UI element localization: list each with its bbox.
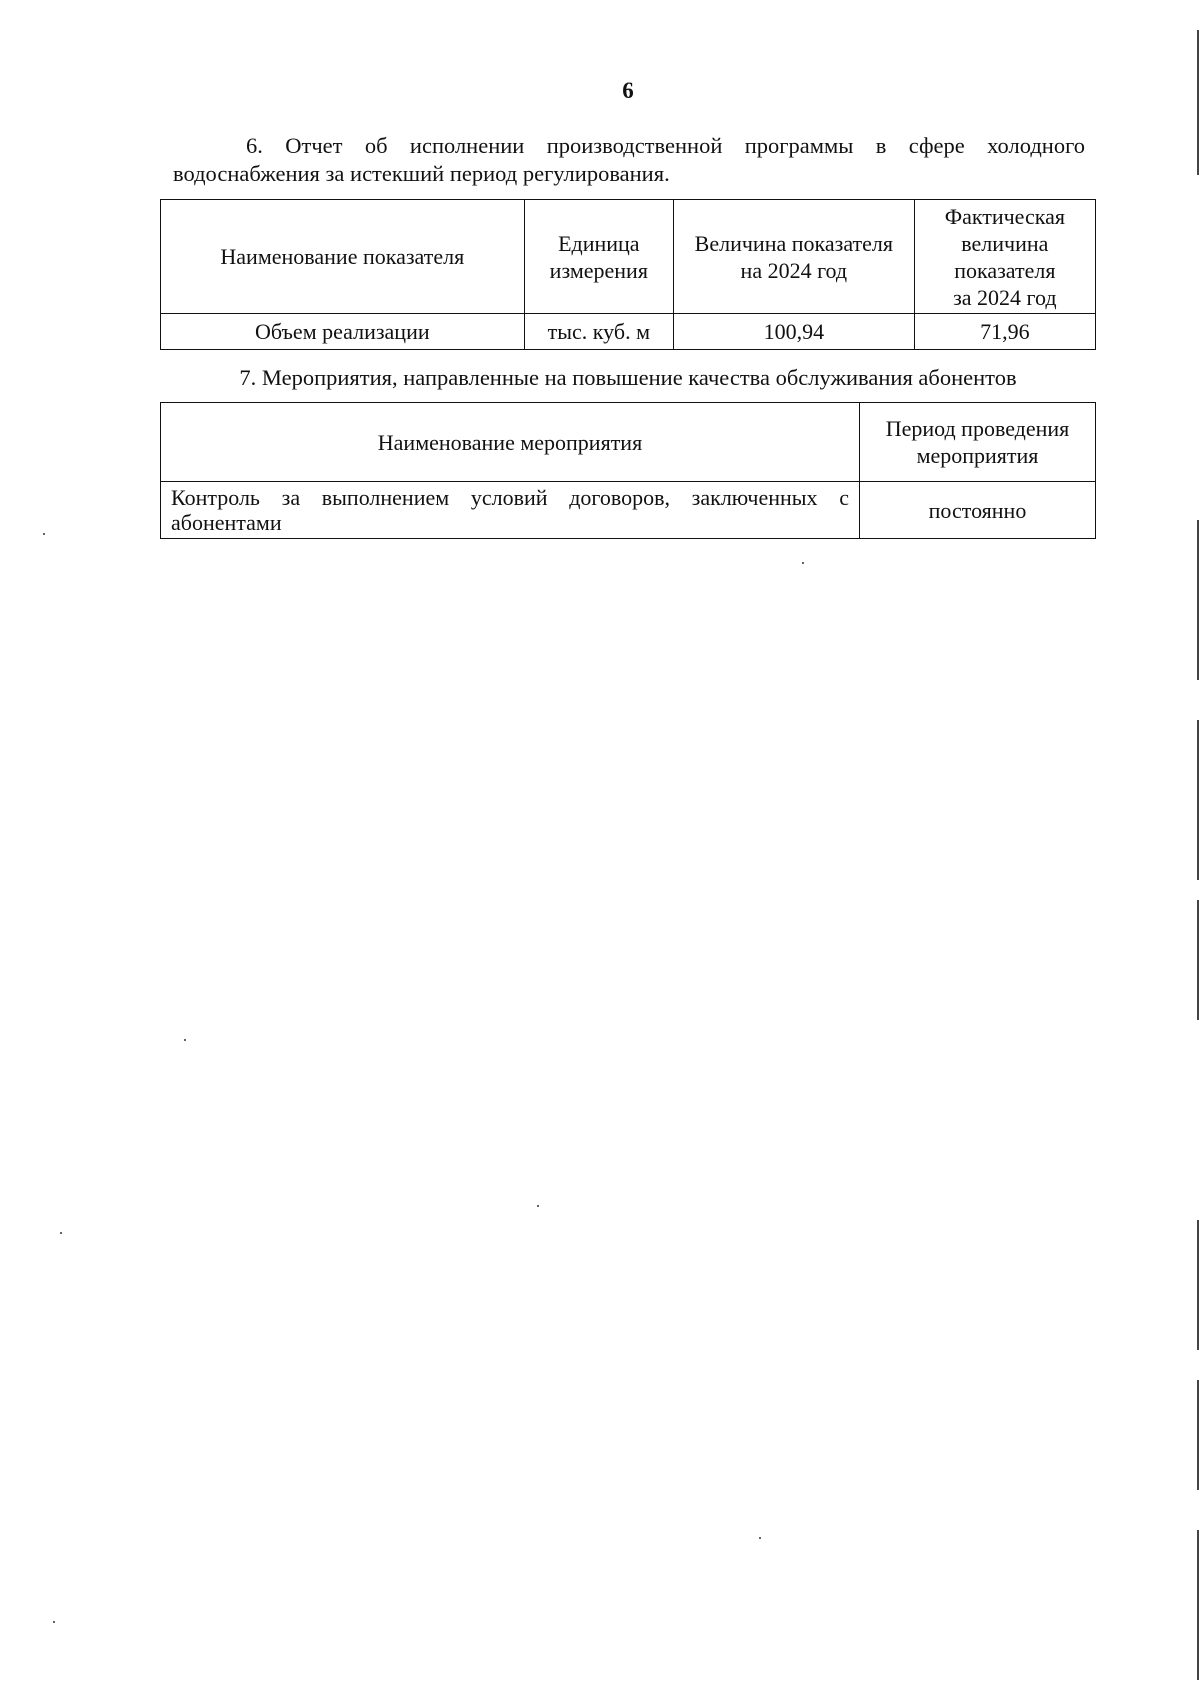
header-period: Период проведения мероприятия bbox=[860, 403, 1096, 482]
scan-edge-line bbox=[1197, 900, 1199, 1020]
header-measure-name: Наименование мероприятия bbox=[161, 403, 860, 482]
cell-measure-name: Контроль за выполнением условий договоров, заключенных с абонентами bbox=[161, 482, 860, 539]
cell-actual-value: 71,96 bbox=[914, 314, 1095, 350]
scan-speck bbox=[43, 533, 45, 535]
scan-speck bbox=[53, 1621, 55, 1623]
table-header-row bbox=[161, 403, 1096, 482]
page-number: 6 bbox=[622, 78, 634, 103]
header-planned-value: Величина показателя на 2024 год bbox=[673, 200, 914, 314]
scan-speck bbox=[60, 1232, 62, 1234]
table-row bbox=[161, 482, 1096, 539]
cell-unit: тыс. куб. м bbox=[524, 314, 673, 350]
section-6-heading: 6. Отчет об исполнении производственной программы в сфере холодного водоснабжения за истекший период регулирования. bbox=[173, 133, 1085, 186]
scan-edge-line bbox=[1197, 1220, 1199, 1350]
scan-speck bbox=[184, 1039, 186, 1041]
scan-edge-line bbox=[1197, 1530, 1199, 1680]
section-7-heading: 7. Мероприятия, направленные на повышение качества обслуживания абонентов bbox=[239, 365, 1017, 390]
scan-speck bbox=[802, 562, 804, 564]
cell-period: постоянно bbox=[860, 482, 1096, 539]
scan-edge-line bbox=[1197, 1380, 1199, 1490]
scan-speck bbox=[759, 1537, 761, 1539]
header-indicator-name: Наименование показателя bbox=[161, 200, 525, 314]
scan-edge-line bbox=[1197, 520, 1199, 680]
scan-edge-line bbox=[1197, 30, 1199, 175]
cell-indicator-name: Объем реализации bbox=[161, 314, 525, 350]
table-row bbox=[161, 314, 1096, 350]
cell-planned-value: 100,94 bbox=[673, 314, 914, 350]
production-program-report-table bbox=[160, 199, 1096, 350]
scan-edge-line bbox=[1197, 720, 1199, 880]
header-unit: Единица измерения bbox=[524, 200, 673, 314]
scan-speck bbox=[537, 1205, 539, 1207]
table-header-row bbox=[161, 200, 1096, 314]
service-quality-measures-table bbox=[160, 402, 1096, 539]
header-actual-value: Фактическая величина показателя за 2024 год bbox=[914, 200, 1095, 314]
